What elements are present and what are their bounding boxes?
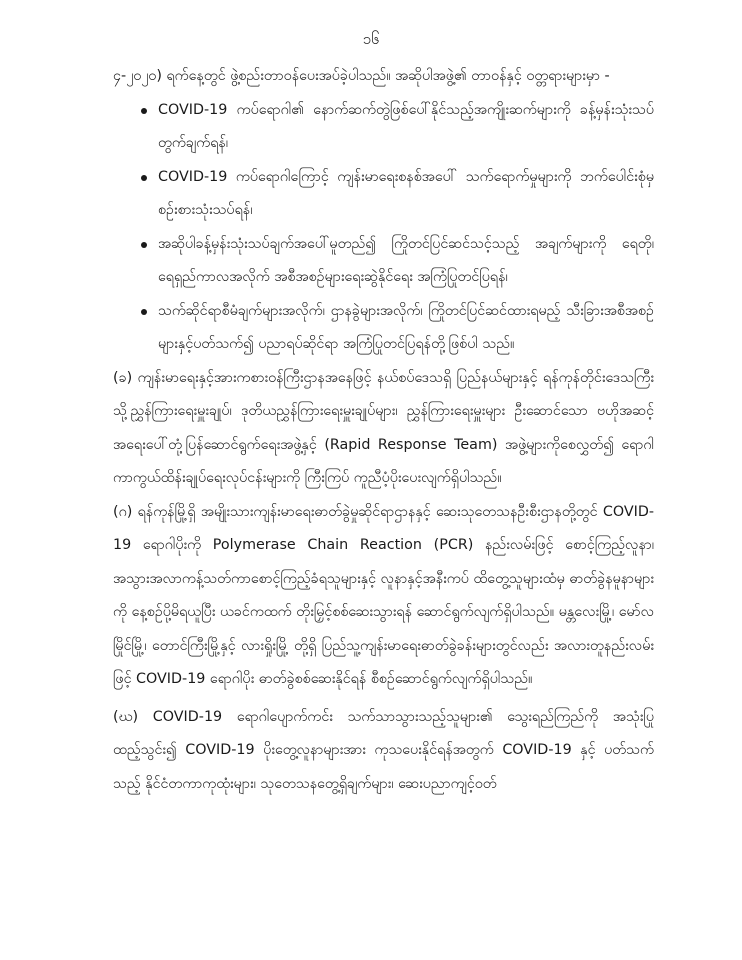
list-item (158, 161, 654, 228)
bullet-icon (141, 175, 147, 181)
paragraph-ga: (ဂ) ရန်ကုန်မြို့ရှိ အမျိုးသားကျန်းမာရေးဓာတ်ခွဲမှုဆိုင်ရာဌာနနှင့် ဆေးသုတေသနဦးစီးဌာနတို့တွင် COVID-19 ရောဂါပိုးကို Polymerase Chain Reaction (PCR) နည်းလမ်းဖြင့် စောင့်ကြည့်လူနာ၊ အသွားအလာကန့်သတ်ကာစောင့်ကြည့်ခံရသူများနှင့် လူနာနှင့်အနီးကပ် ထိတွေ့သူများထံမှ ဓာတ်ခွဲနမူနာများကို နေ့စဉ်ပို့မိရယူပြီး ယခင်ကထက် တိုးမြှင့်စစ်ဆေးသွားရန် ဆောင်ရွက်လျက်ရှိပါသည်။ မန္တလေးမြို့၊ မော်လမြိုင်မြို့၊ တောင်ကြီးမြို့နှင့် လားရှိုးမြို့ တို့ရှိ ပြည်သူ့ကျန်းမာရေးဓာတ်ခွဲခန်းများတွင်လည်း အလားတူနည်းလမ်းဖြင့် COVID-19 ရောဂါပိုး ဓာတ်ခွဲစစ်ဆေးနိုင်ရန် စီစဉ်ဆောင်ရွက်လျက်ရှိပါသည်။ (113, 503, 654, 687)
list-item-text: COVID-19 ကပ်ရောဂါ၏ နောက်ဆက်တွဲဖြစ်ပေါ်နိုင်သည့်အကျိုးဆက်များကို ခန့်မှန်းသုံးသပ်တွက်ချက်ရန်၊ (158, 101, 654, 151)
list-item-text: သက်ဆိုင်ရာစီမံချက်များအလိုက်၊ ဌာနခွဲများအလိုက်၊ ကြိုတင်ပြင်ဆင်ထားရမည့် သီးခြားအစီအစဉ်များနှင့်ပတ်သက်၍ ပညာရပ်ဆိုင်ရာ အကြံပြုတင်ပြရန်တို့ဖြစ်ပါ သည်။ (158, 302, 654, 352)
bullet-icon (141, 108, 147, 114)
bullet-icon (141, 309, 147, 315)
intro-paragraph: ၄-၂၀၂၀) ရက်နေ့တွင် ဖွဲ့စည်းတာဝန်ပေးအပ်ခဲ့ပါသည်။ အဆိုပါအဖွဲ့၏ တာဝန်နှင့် ဝတ္တရားများမှာ - (113, 68, 610, 84)
list-item-text: COVID-19 ကပ်ရောဂါကြောင့် ကျန်းမာရေးစနစ်အပေါ် သက်ရောက်မှုများကို ဘက်ပေါင်းစုံမှ စဉ်းစားသုံးသပ်ရန်၊ (158, 168, 654, 218)
document-body (113, 60, 654, 801)
paragraph-kha: (ခ) ကျန်းမာရေးနှင့်အားကစားဝန်ကြီးဌာနအနေဖြင့် နယ်စပ်ဒေသရှိ ပြည်နယ်များနှင့် ရန်ကုန်တိုင်းဒေသကြီးသို့ညွှန်ကြားရေးမှူးချုပ်၊ ဒုတိယညွှန်ကြားရေးမှူးချုပ်များ၊ ညွှန်ကြားရေးမှူးများ ဦးဆောင်သော ဗဟိုအဆင့် အရေးပေါ်တုံ့ပြန်ဆောင်ရွက်ရေးအဖွဲ့နှင့် (Rapid Response Team) အဖွဲ့များကိုစေလွှတ်၍ ရောဂါကာကွယ်ထိန်းချုပ်ရေးလုပ်ငန်းများကို ကြီးကြပ် ကူညီပံ့ပိုးပေးလျက်ရှိပါသည်။ (113, 369, 654, 486)
page-number: ၁၆ (362, 30, 380, 48)
list-item (158, 228, 654, 295)
bullet-icon (141, 242, 147, 248)
duties-list (113, 94, 654, 362)
list-item-text: အဆိုပါခန့်မှန်းသုံးသပ်ချက်အပေါ်မူတည်၍ ကြိုတင်ပြင်ဆင်သင့်သည့် အချက်များကို ရေတို၊ ရေရှည်ကာလအလိုက် အစီအစဉ်များရေးဆွဲနိုင်ရေး အကြံပြုတင်ပြရန်၊ (158, 235, 654, 285)
list-item (158, 94, 654, 161)
paragraph-gha: (ဃ) COVID-19 ရောဂါပျောက်ကင်း သက်သာသွားသည့်သူများ၏ သွေးရည်ကြည်ကို အသုံးပြုထည့်သွင်း၍ COVID-19 ပိုးတွေ့လူနာများအား ကုသပေးနိုင်ရန်အတွက် COVID-19 နှင့် ပတ်သက်သည့် နိုင်ငံတကာကုထုံးများ၊ သုတေသနတွေ့ရှိချက်များ၊ ဆေးပညာကျင့်ဝတ် (113, 708, 654, 792)
list-item (158, 295, 654, 362)
